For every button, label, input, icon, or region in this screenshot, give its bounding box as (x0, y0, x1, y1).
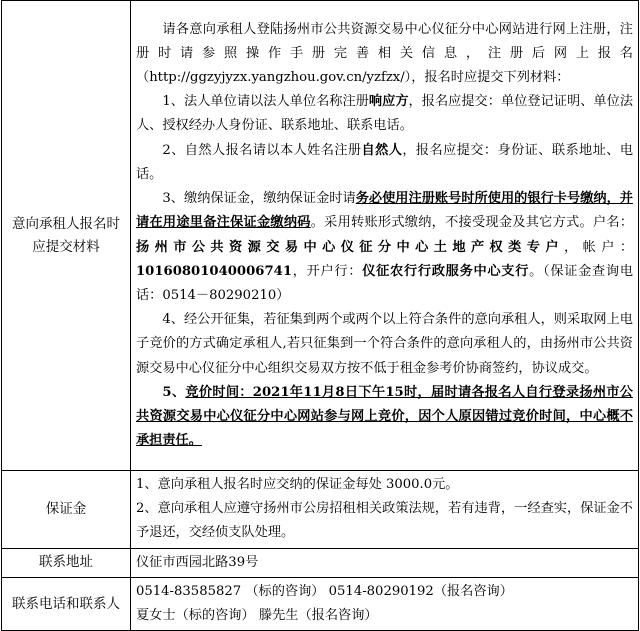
deposit-row (2, 471, 639, 549)
bidding-time-notice: 竞价时间：2021年11月8日下午15时，届时请各报名人自行登录扬州市公共资源交易中心仪征分中心网站参与网上竞价，因个人原因错过竞价时间，中心概不承担责任。 (136, 384, 633, 449)
contact-persons: 夏女士（标的咨询） 滕先生（报名咨询） (136, 608, 378, 624)
registration-url: http://ggzyjyzx.yangzhou.gov.cn/yzfzx/ (149, 70, 405, 86)
contact-phones: 0514-83585827 （标的咨询） 0514-80290192（报名咨询） (136, 583, 513, 599)
lease-info-table (1, 0, 639, 631)
materials-label-line1: 意向承租人报名时 (12, 215, 120, 232)
material-item-3 (136, 187, 633, 308)
item2-suffix: ，报名应提交：身份证、联系地址、电话。 (136, 142, 634, 182)
item3-mid: 。采用转账形式缴纳，不接受现金及其它方式。户名： (310, 215, 634, 231)
item2-bold: 自然人 (361, 142, 403, 158)
materials-label-line2: 应提交材料 (32, 238, 100, 255)
bank-name: 仪征农行行政服务中心支行 (362, 263, 530, 279)
account-number: 10160801040006741 (136, 263, 292, 279)
address-row (2, 548, 639, 577)
material-item-4: 4、经公开征集，若征集到两个或两个以上符合条件的意向承租人，则采取网上电子竞价的方式确定承租人,若只征集到一个符合条件的意向承租人的，由扬州市公共资源交易中心仪征分中心组织交易双方按不低于租金参考价协商签约，协议成交。 (136, 312, 633, 376)
materials-content-cell (131, 1, 639, 471)
material-item-2 (136, 139, 633, 187)
intro-prefix: 请各意向承租人登陆扬州市公共资源交易中心仪征分中心网站进行网上注册，注册时请参照操作手册完善相关信息，注册后网上报名（ (136, 21, 633, 86)
materials-label-cell (2, 1, 131, 471)
contact-label: 联系电话和联系人 (2, 577, 131, 630)
item1-suffix: ，报名应提交：单位登记证明、单位法人、授权经办人身份证、联系地址、联系电话。 (136, 94, 634, 134)
deposit-label: 保证金 (2, 471, 131, 549)
address-value: 仪征市西园北路39号 (131, 548, 639, 577)
address-label: 联系地址 (2, 548, 131, 577)
item3-emphasis: 务必使用注册账号时所使用的银行卡号缴纳，并请在用途里备注保证金缴纳码 (136, 191, 633, 231)
bank-label: ，开户行： (292, 263, 363, 279)
item2-prefix: 2、自然人报名请以本人姓名注册 (162, 142, 362, 158)
contact-content-cell (131, 577, 639, 630)
material-item-5 (136, 381, 633, 454)
materials-row (2, 1, 639, 471)
item3-prefix: 3、缴纳保证金，缴纳保证金时请 (162, 191, 356, 207)
deposit-line-2: 2、意向承租人应遵守扬州市公房招租相关政策法规，若有违背，一经查实，保证金不予退还，交经侦支队处理。 (136, 501, 633, 541)
account-label: ，帐户： (564, 239, 634, 255)
item1-prefix: 1、法人单位请以法人单位名称注册 (162, 94, 369, 110)
deposit-line-1: 1、意向承租人报名时应交纳的保证金每处 3000.0元。 (136, 477, 459, 492)
materials-intro (136, 18, 633, 91)
contact-row (2, 577, 639, 630)
material-item-1 (136, 90, 633, 138)
item5-number: 5、 (162, 384, 186, 400)
deposit-content-cell (131, 471, 639, 549)
account-name: 扬州市公共资源交易中心仪征分中心土地产权类专户 (136, 239, 564, 255)
item1-bold: 响应方 (368, 94, 409, 110)
item3-suffix: 。（保证金查询电话：0514－80290210） (136, 263, 634, 303)
intro-suffix: ），报名时应提交下列材料： (404, 70, 570, 86)
